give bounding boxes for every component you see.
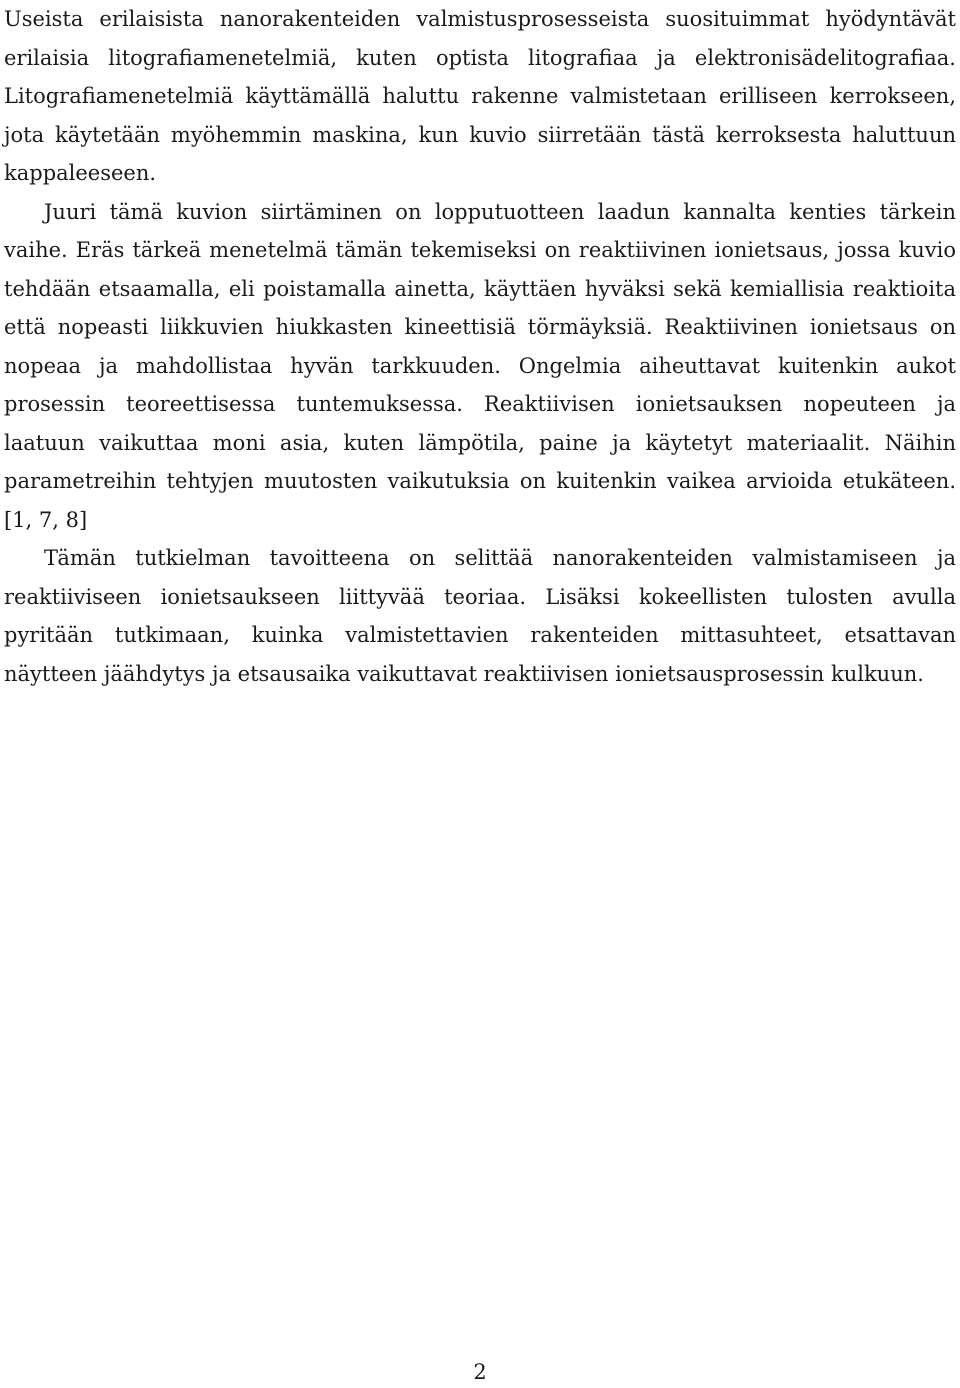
paragraph-1: Useista erilaisista nanorakenteiden valmistusprosesseista suosituimmat hyödyntävät erilaisia litografiamenetelmiä, kuten optista litografiaa ja elektronisädelitografiaa. Litografiamenetelmiä käyttämällä haluttu rakenne valmistetaan erilliseen kerrokseen, jota käytetään myöhemmin maskina, kun kuvio siirretään tästä kerroksesta haluttuun kappaleeseen.: [4, 7, 956, 185]
body-text: [4, 0, 956, 693]
page-number: 2: [473, 1360, 487, 1384]
paragraph-2: Juuri tämä kuvion siirtäminen on lopputuotteen laadun kannalta kenties tärkein vaihe. Eräs tärkeä menetelmä tämän tekemiseksi on reaktiivinen ionietsaus, jossa kuvio tehdään etsaamalla, eli poistamalla ainetta, käyttäen hyväksi sekä kemiallisia reaktioita että nopeasti liikkuvien hiukkasten kineettisiä törmäyksiä. Reaktiivinen ionietsaus on nopeaa ja mahdollistaa hyvän tarkkuuden. Ongelmia aiheuttavat kuitenkin aukot prosessin teoreettisessa tuntemuksessa. Reaktiivisen ionietsauksen nopeuteen ja laatuun vaikuttaa moni asia, kuten lämpötila, paine ja käytetyt materiaalit. Näihin parametreihin tehtyjen muutosten vaikutuksia on kuitenkin vaikea arvioida etukäteen. [1, 7, 8]: [4, 199, 956, 532]
paragraph-3: Tämän tutkielman tavoitteena on selittää nanorakenteiden valmistamiseen ja reaktiiviseen ionietsaukseen liittyvää teoriaa. Lisäksi kokeellisten tulosten avulla pyritään tutkimaan, kuinka valmistettavien rakenteiden mittasuhteet, etsattavan näytteen jäähdytys ja etsausaika vaikuttavat reaktiivisen ionietsausprosessin kulkuun.: [4, 546, 956, 686]
